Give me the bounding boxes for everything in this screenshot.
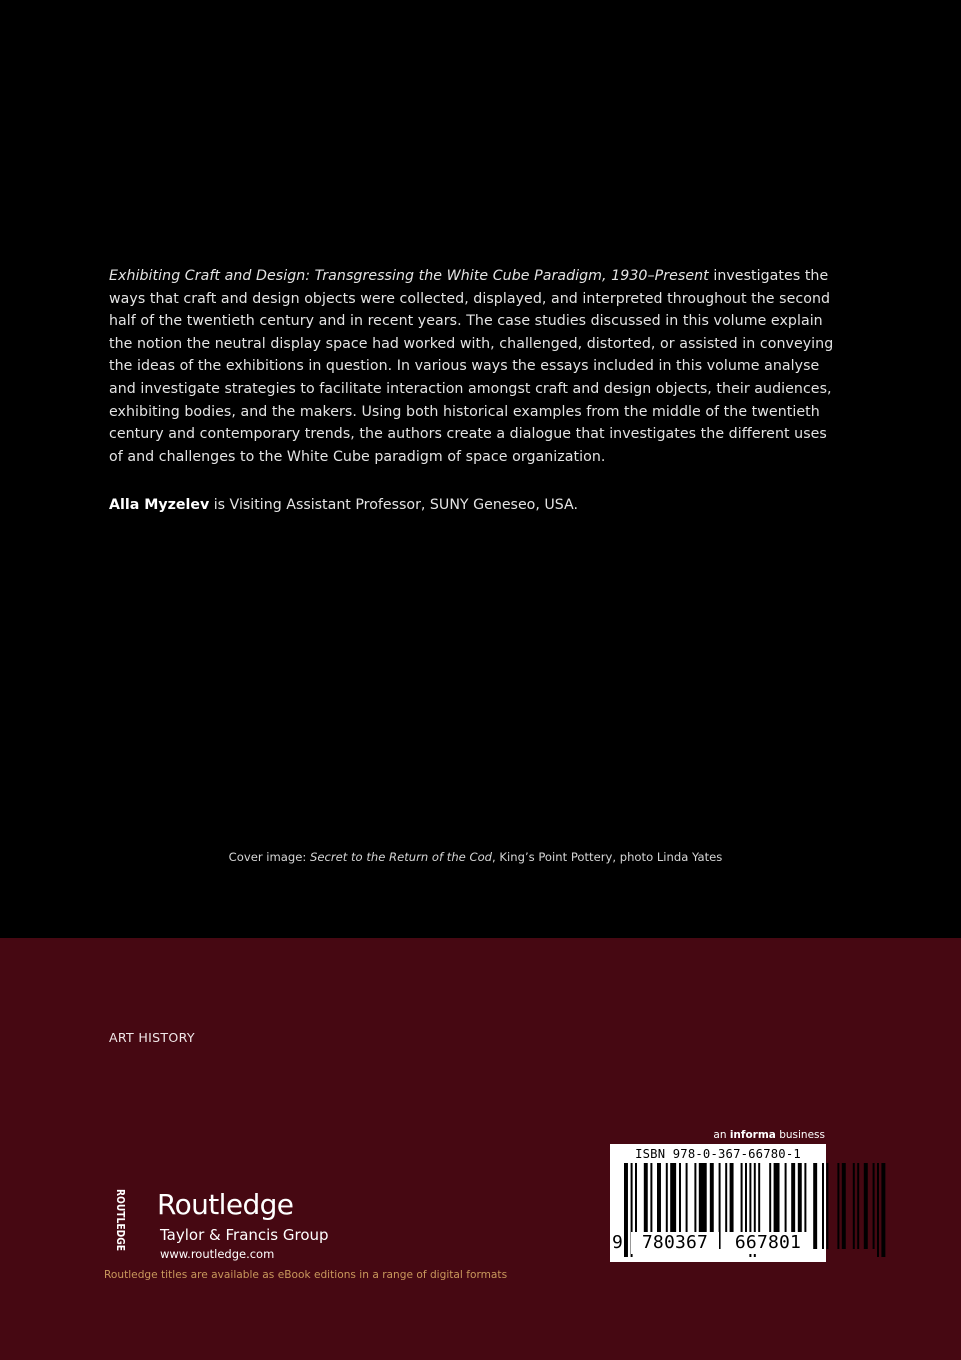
routledge-mark-text: ROUTLEDGE <box>114 1189 125 1258</box>
barcode-digits-right: 667801 <box>724 1232 812 1254</box>
cover-artwork-title: Secret to the Return of the Cod <box>310 850 493 864</box>
ebook-availability-note: Routledge titles are available as eBook editions in a range of digital formats <box>104 1269 508 1281</box>
informa-suffix: business <box>775 1129 825 1141</box>
taylor-francis-group: Taylor & Francis Group <box>160 1226 329 1244</box>
book-description <box>109 265 839 468</box>
author-bio-text: is Visiting Assistant Professor, SUNY Geneseo, USA. <box>209 497 578 513</box>
description-body: investigates the ways that craft and design objects were collected, displayed, and interpreted throughout the second half of the twentieth century and in recent years. The case studies discussed in this volume explain the notion the neutral display space had worked with, challenged, distorted, or assisted in conveying the ideas of the exhibitions in question. In various ways the essays included in this volume analyse and investigate strategies to facilitate interaction amongst craft and design objects, their audiences, exhibiting bodies, and the makers. Using both historical examples from the middle of the twentieth century and contemporary trends, the authors create a dialogue that investigates the different uses of and challenges to the White Cube paradigm of space organization. <box>109 268 834 465</box>
book-title: Exhibiting Craft and Design: Transgressing the White Cube Paradigm, 1930–Present <box>109 268 709 284</box>
cover-image-credit <box>0 849 951 865</box>
routledge-logo <box>101 1186 341 1266</box>
informa-brand: informa <box>729 1129 776 1141</box>
routledge-mark-icon <box>101 1188 125 1258</box>
isbn-label: ISBN 978-0-367-66780-1 <box>635 1147 801 1161</box>
subject-category: ART HISTORY <box>109 1030 195 1045</box>
barcode-digit-first: 9 <box>612 1232 623 1253</box>
publisher-url: www.routledge.com <box>160 1247 275 1261</box>
author-bio <box>109 494 839 516</box>
barcode-digits-left: 780367 <box>631 1232 719 1254</box>
routledge-wordmark: Routledge <box>157 1188 294 1221</box>
informa-prefix: an <box>713 1129 730 1141</box>
cover-credit-prefix: Cover image: <box>228 850 310 864</box>
isbn-barcode <box>610 1144 826 1262</box>
cover-credit-suffix: , King’s Point Pottery, photo Linda Yates <box>492 850 723 864</box>
author-name: Alla Myzelev <box>109 497 210 513</box>
informa-business <box>610 1128 825 1142</box>
